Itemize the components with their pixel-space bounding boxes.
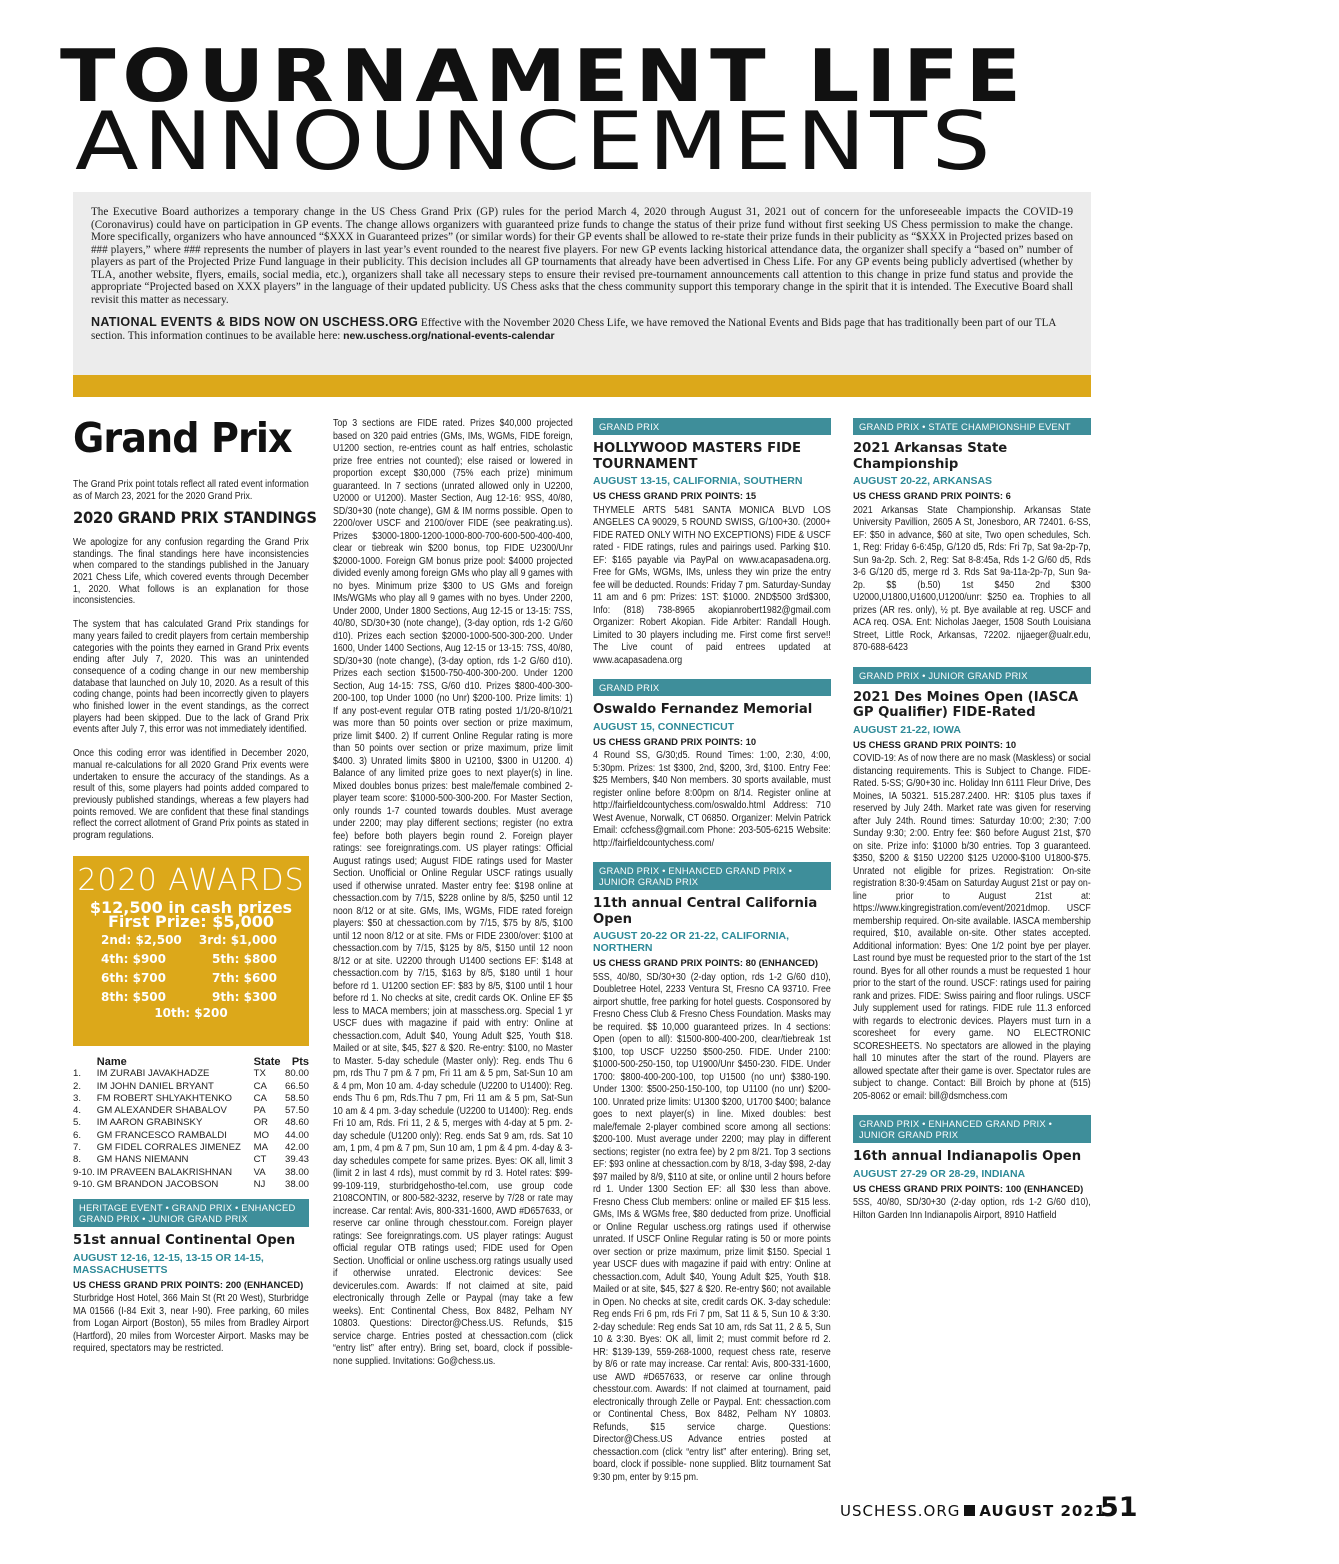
header-tournament-life: TOURNAMENT LIFE (60, 34, 1028, 118)
event-text-indianapolis: 5SS, 40/80, SD/30+30 (2-day option, rds 1-2 G/60 d10), Hilton Garden Inn Indianapolis Airport, 8910 Hatfield (853, 1197, 1091, 1221)
standing-points: 57.50 (284, 1105, 309, 1117)
standing-name: IM ZURABI JAVAKHADZE (96, 1068, 210, 1080)
event-title-central-california: 11th annual Central California Open (593, 896, 818, 927)
standings-header-name: Name (96, 1055, 127, 1068)
event-date-arkansas: AUGUST 20-22, ARKANSAS (853, 475, 993, 487)
award-place: 3rd: $1,000 (198, 932, 277, 947)
standing-points: 38.00 (284, 1166, 309, 1178)
standing-rank: 2. (73, 1080, 82, 1092)
table-row (73, 1117, 309, 1129)
standing-state: MA (253, 1142, 268, 1154)
standing-name: GM BRANDON JACOBSON (96, 1178, 219, 1190)
event-text-des-moines: COVID-19: As of now there are no mask (Maskless) or social distancing requirements. This is Subject to Change. FIDE-Rated. 5-SS; G/90+30 inc. Holiday Inn 6111 Fleur Drive, Des Moines, IA 50321. 515.287.2400. HR: $105 plus taxes if reserved by July 24th. Market rate was given for reserving after July 24th. Round times: Saturday 10:00; 2:30; 7:00 Sunday 9:30; 2:00. Entry fee: $60 before August 21st, $70 on site. Prize info: $1000 b/30 entries. Top 3 guaranteed. $350, $200 & $150 U2200 $125 U2000-$100 U1800-$75. Unrated not eligible for prizes. Registration: On-site registration 8:30-9:45am on Saturday August 21st or pay on-line prior to August 21st at: https://www.kingregistration.com/event/2021dmop. USCF membership required. On-site available. IASCA membership required, $10, available on-site. Other states accepted. Additional information: Byes: One 1/2 point bye per player. Last round bye must be requested prior to the start of the 1st round. Byes for all other rounds a must be requested 1 hour prior to the start of the round. USCF: ratings used for pairing rank and prizes. FIDE: Swiss pairing and floor rulings. USCF July supplement used for ratings. FIDE rule 11.3 enforced with regards to electronic devices. Players must turn in a scoresheet for every game. NO ELECTRONIC SCORESHEETS. No spectators are allowed in the playing hall 10 minutes after the start of the round. Players are allowed spectate after their game is over. Spectator rules are subject to change. Contact: Bill Broich by phone at (515) 205-8062 or email: bill@dsmchess.com (853, 753, 1091, 1102)
grand-prix-title: Grand Prix (73, 414, 292, 462)
award-place: 7th: $600 (211, 970, 277, 985)
standing-rank: 5. (73, 1117, 82, 1129)
awards-cash: $12,500 in cash prizes (89, 897, 293, 917)
event-title-continental: 51st annual Continental Open (73, 1233, 296, 1249)
table-row (73, 1154, 309, 1166)
event-tag-des-moines: GRAND PRIX • JUNIOR GRAND PRIX (853, 667, 1091, 684)
column-continental-details (333, 418, 573, 1468)
standing-name: FM ROBERT SHLYAKHTENKO (96, 1092, 233, 1104)
standing-name: IM JOHN DANIEL BRYANT (96, 1080, 214, 1092)
standing-points: 42.00 (284, 1142, 309, 1154)
award-place: 6th: $700 (101, 970, 167, 985)
standing-rank: 9-10. (73, 1178, 95, 1190)
standings-paragraph-3: Once this coding error was identified in December 2020, manual re-calculations for all 2020 Grand Prix events were undertaken to ensure the accuracy of the standings. As a result of this, some players had points added compared to previously published standings, whereas a few players had points removed. We are confident that these final standings reflect the correct allotment of Grand Prix points as stated in program regulations. (73, 748, 309, 842)
national-events-link[interactable]: new.uschess.org/national-events-calendar (343, 329, 555, 342)
table-row (73, 1179, 309, 1191)
grand-prix-intro: The Grand Prix point totals reflect all rated event information as of March 23, 2021 for the 2020 Grand Prix. (73, 479, 309, 502)
event-points-hollywood: US CHESS GRAND PRIX POINTS: 15 (593, 490, 757, 501)
table-row (73, 1068, 309, 1080)
event-date-continental: AUGUST 12-16, 12-15, 13-15 OR 14-15, MASSACHUSETTS (73, 1251, 264, 1276)
table-row (73, 1093, 309, 1105)
standing-state: MO (253, 1129, 270, 1141)
standings-table (73, 1056, 309, 1191)
event-title-des-moines: 2021 Des Moines Open (IASCA GP Qualifier) FIDE-Rated (853, 689, 1079, 720)
event-date-central-california: AUGUST 20-22 OR 21-22, CALIFORNIA, NORTHERN (593, 930, 790, 954)
awards-tenth: 10th: $200 (154, 1005, 228, 1020)
standing-points: 66.50 (284, 1080, 309, 1092)
event-date-indianapolis: AUGUST 27-29 OR 28-29, INDIANA (853, 1167, 1026, 1180)
column-events-3 (853, 418, 1091, 1468)
award-place: 5th: $800 (211, 951, 277, 966)
standing-rank: 1. (73, 1068, 82, 1080)
standing-points: 58.50 (284, 1092, 309, 1104)
standing-state: TX (253, 1068, 266, 1080)
column-events-2 (593, 418, 831, 1483)
standing-name: IM AARON GRABINSKY (96, 1117, 203, 1129)
standing-state: NJ (253, 1178, 266, 1190)
standing-rank: 6. (73, 1129, 82, 1141)
standing-rank: 7. (73, 1142, 82, 1154)
event-points-arkansas: US CHESS GRAND PRIX POINTS: 6 (853, 490, 1011, 501)
award-place: 8th: $500 (101, 989, 167, 1004)
event-points-central-california: US CHESS GRAND PRIX POINTS: 80 (ENHANCED) (593, 957, 819, 968)
event-points-continental: US CHESS GRAND PRIX POINTS: 200 (ENHANCED) (73, 1278, 304, 1290)
event-text-arkansas: 2021 Arkansas State Championship. Arkansas State University Pavillion, 2605 A St, Jonesboro, AR 72401. 6-SS, EF: $50 in advance, $60 at site, Two open schedules, Sch. 1, Reg: Friday 6-6:45p, G/120 d5, Rds: Fri 7p, Sat 9a-2p-7p, Sun 9a-2p. Sch. 2, Reg: Sat 8-8:45a, Rds 1-2 G/60 d5, Rds 3-6 G/120 d5, merge rd 3. Rds Sat 9a-11a-2p-7p, Sun 9a-2p. $$ (b.50) 1st $450 2nd $300 U2000,U1800,U1600,U1200/unr: $250 ea. Trophies to all prizes (AR res. only), ½ pt. Bye available at reg. USCF and ACA req. OSA. Ent: Nicholas Jaeger, 1508 South Louisiana Street, Little Rock, Arkansas, 72202. njjaeger@ualr.edu, 870-688-6423 (853, 504, 1091, 653)
awards-box (73, 856, 309, 1046)
event-text-central-california: 5SS, 40/80, SD/30+30 (2-day option, rds 1-2 G/60 d10), Doubletree Hotel, 2233 Ventura St, Fresno CA 93710. Free airport shuttle, free parking for hotel guests. Cosponsored by Fresno Chess Club & Fresno Chess Foundation. Masks may be required. $$ 10,000 guaranteed prizes. In 4 sections: Open (open to all): $1500-800-400-200, clear/tiebreak 1st $100, top USCF U2250 $500-250. FIDE. Under 2100: $1000-500-250-150, top U1900/Unr $450-230. FIDE. Under 1700: $800-400-200-100, top U1500 (no unr) $380-190. Under 1300: $500-250-150-100, top U1100 (no unr) $200-100. Unrated prize limits: U1300 $200, U1700 $400; balance goes to next player(s) in line. Mixed doubles: best male/female 2-player combined score among all sections: $200-100. Must average under 2200; may play in different sections; register (no extra fee) by 2 pm 8/21. Top 3 sections EF: $93 online at chessaction.com by 8/18, 3-day $98, 2-day $97 mailed by 8/9, $110 at site, or online until 2 hours before rd 1. Under 1300 Section EF: all $30 less than above. Fresno Chess Club members: online or mailed EF $15 less. GMs, IMs & WGMs free, $80 deducted from prize. Unofficial or Online Regular uschess.org ratings used if otherwise unrated. If USCF Online Regular rating is 50 or more points over section or prize maximum, prize limit $150. Special 1 year USCF dues with magazine if paid with entry: Online at chessaction.com, Adult $40, Young Adult $25, Youth $18. Mailed or at site, $45, $27 & $20. Re-entry $60; not available in Open. No checks at site, credit cards OK. 3-day schedule: Reg ends Fri 6 pm, rds Fri 7 pm, Sat 11 & 5, Sun 10 & 3:30. 2-day schedule: Reg ends Sat 10 am, rds Sat 11, 2 & 5, Sun 10 & 3:30. Byes: OK all, limit 2; must commit before rd 2. HR: $139-139, 559-268-1000, request chess rate, reserve by 8/6 or rate may increase. Car rental: Avis, 800-331-1600, use AWD #D657633, or reserve car online through chesstour.com. Awards: If not claimed at tournament, paid electronically through Zelle or Paypal. Ent: chessaction.com or Continental Chess, Box 8482, Pelham NY 10803. Refunds, $15 service charge. Questions: Director@Chess.US Advance entries posted at chessaction.com (click “entry list” after entering). Bring set, board, clock if possible- none supplied. Blitz tournament Sat 9:30 pm, enter by 9:15 pm. (593, 971, 831, 1483)
award-place: 2nd: $2,500 (101, 932, 182, 947)
standings-paragraph-1: We apologize for any confusion regarding the Grand Prix standings. The final standings here have inconsistencies when compared to the standings published in the January 2021 Chess Life, which covered events through December 1, 2020. What follows is an explanation for those inconsistencies. (73, 536, 309, 607)
award-place: 9th: $300 (211, 989, 277, 1004)
standing-name: IM PRAVEEN BALAKRISHNAN (96, 1166, 233, 1178)
event-date-oswaldo: AUGUST 15, CONNECTICUT (593, 720, 735, 733)
column-grand-prix (73, 414, 317, 1504)
standing-name: GM ALEXANDER SHABALOV (96, 1105, 227, 1117)
footer-site[interactable]: USCHESS.ORG (840, 1502, 961, 1520)
standing-state: CA (253, 1080, 267, 1092)
table-row (73, 1142, 309, 1154)
national-events-body: Effective with the November 2020 Chess Life, we have removed the National Events and Bids page that has traditionally been part of our TLA section. This information continues to be available here: (91, 317, 1056, 342)
standing-rank: 4. (73, 1105, 82, 1117)
gold-divider-bar (73, 375, 1091, 397)
page-footer (840, 1502, 1106, 1520)
header-announcements: ANNOUNCEMENTS (75, 95, 996, 188)
standing-name: GM FIDEL CORRALES JIMENEZ (96, 1142, 241, 1154)
event-text-oswaldo: 4 Round SS, G/30;d5. Round Times: 1:00, 2:30, 4:00, 5:30pm. Prizes: 1st $300, 2nd, $200, 3rd, $100. Entry Fee: $25 Members, $40 Non members. 30 sports available, must register online before 8:00pm on 8/14. Register online at http://fairfieldcountychess.com/oswaldo.html Address: 710 West Avenue, Norwalk, CT 06850. Organizer: Melvin Patrick Email: ccfchess@gmail.com Phone: 203-505-6215 Website: http://fairfieldcountychess.com/ (593, 750, 831, 849)
standings-heading: 2020 GRAND PRIX STANDINGS (73, 508, 317, 528)
standing-state: OR (253, 1117, 268, 1129)
table-row (73, 1167, 309, 1179)
standings-header-state: State (253, 1055, 281, 1068)
event-tag-hollywood: GRAND PRIX (593, 418, 831, 435)
event-date-hollywood: AUGUST 13-15, CALIFORNIA, SOUTHERN (593, 475, 803, 487)
event-title-hollywood: HOLLYWOOD MASTERS FIDE TOURNAMENT (593, 441, 801, 472)
executive-board-notice (73, 192, 1091, 375)
standings-paragraph-2: The system that has calculated Grand Prix standings for many years failed to credit players from certain membership categories with the points they earned in Grand Prix events ending after July 7, 2020. This was an unintended consequence of a coding change in our new membership database that launched on July 10, 2020. As a result of this coding change, points had been incorrectly given to players who finished lower in the event standings, as the correct players had been skipped. Due to the lack of Grand Prix events after July 7, this error was not immediately identified. (73, 619, 309, 736)
table-row (73, 1130, 309, 1142)
standing-rank: 8. (73, 1154, 82, 1166)
event-text-continental-cont: Top 3 sections are FIDE rated. Prizes $40,000 projected based on 320 paid entries (GMs, IMs, WGMs, FIDE foreign, U1200 section, re-entries count as half entries, scholastic prize free entries not counted); else raised or lowered in proportion except $30,000 (75% each prize) minimum guaranteed. In 7 sections (unrated allowed only in U2200, U2000 or U1200). Master Section, Aug 12-16: 9SS, 40/80, SD/30+30 (note change), GM & IM norms possible. Open to 2200/over USCF and 2100/over FIDE (see peakrating.us). Prizes $3000-1800-1200-1000-800-700-600-500-400-400, clear or tiebreak win $200 bonus, top FIDE U2300/Unr $2000-1000. Foreign GM bonus prize pool: $4000 projected divided evenly among foreign GMs who play all 9 games with no byes. Minimum prize $300 to US GMs and foreign IMs/WGMs who play all 9 games with no byes. Under 2200, Under 2000, Under 1800 Sections, Aug 12-15 or 13-15: 7SS, 40/80, SD/30+30 (note change), (3-day option, rds 1-2 G/60 d10). Prizes each section $2000-1000-500-300-200. Under 1600, Under 1400 Sections, Aug 12-15 or 13-15: 7SS, 40/80, SD/30+30 (note change), (3-day option, rds 1-2 G/60 d10). Prizes each section $1500-750-400-300-200. Under 1200 Section, Aug 14-15: 7SS, G/60 d10. Prizes $800-400-300-200-100, top Under 1000 (no Unr) $200-100. Prize limits: 1) If any post-event regular OTB rating posted 1/1/20-8/10/21 was more than 50 points over section or prize maximum, prize limit $400. 2) If current Online Regular rating is more than 50 points over section or prize maximum, prize limit $400. 3) Unrated limits $800 in U2100, $300 in U1200. 4) Balance of any limited prize goes to next player(s) in line. Mixed doubles bonus prizes: best male/female combined 2-player team score: $1000-500-300-200. For Master Section, only rounds 1-7 counted towards doubles. Must average under 2200; may play different sections; register (no extra fee) before both players begin round 2. Foreign player ratings: see foreignratings.com. US player ratings: Official August ratings used; August FIDE ratings used for Master Section. Unofficial or Online Regular USCF ratings usually used if otherwise unrated. Master entry fee: $198 online at chessaction.com by 7/15, $228 online by 8/5, $250 until 12 noon 8/12 or at site. GMs, IMs, WGMs, FIDE rated foreign players: $50 at chessaction.com by 7/15, $75 by 8/5, $100 until 12 noon 8/12 or at site. FMs or FIDE 2300/over: $100 at chessaction.com by 7/15, $125 by 8/5, $150 until 12 noon 8/12 or at site. U2200 through U1400 sections EF: $148 at chessaction.com by 7/15, $163 by 8/5, $180 until 1 hour before rd 1. U1200 section EF: $83 by 8/5, $100 until 1 hour before rd 1. No checks at site, credit cards OK. Online EF $5 less to MACA members; join at masschess.org. Special 1 yr USCF dues with magazine if paid with entry: Online at chessaction.com, Adult $40, Young Adult $25, Youth $18. Mailed or at site, $45, $27 & $20. Re-entry: $100, no Master to Master. 5-day schedule (Master only): Reg. ends Thu 6 pm, rds Thu 7 pm & 7 pm, Fri 11 am & 5 pm, Sat-Sun 10 am & 4 pm, Mon 10 am. 4-day schedule (U2200 to U1400): Reg. ends Thu 6 pm, Rds.Thu 7 pm, Fri 11 am & 5 pm, Sat-Sun 10 am & 4 pm. 3-day schedule (U2200 to U1400): Reg. ends Fri 10 am, Rds. Fri 11, 2 & 5, merges with 4-day at 5 pm. 2-day schedule (U1200 only): Reg. ends Sat 9 am, rds. Sat 10 am, 1 pm, 4 pm & 7 pm, Sun 10 am, 1 pm & 4 pm. 4-day & 3-day schedules compete for same prizes. Byes: OK all, limit 3 (limit 2 in last 4 rds), must commit by rd 3. Hotel rates: $99-99-109-119, sturbridgehostho-tel.com, use group code 2108CONTIN, or 800-582-3232, reserve by 7/28 or rate may increase. Car rental: Avis, 800-331-1600, AWD #D657633, or reserve car online through chesstour.com. Foreign player ratings: See foreignratings.com. US player ratings: August official regular OTB ratings used; FIDE used for Open Section. Unofficial or online uschess.org ratings usually used if otherwise unrated. Electronic devices: See devicerules.com. Awards: If not claimed at site, paid electronically through Zelle or Paypal (may take a few weeks). Ent: Continental Chess, Box 8482, Pelham NY 10803. Questions: Director@Chess.US. Refunds, $15 service charge. Entries posted at chessaction.com (click “entry list” after entry). Bring set, board, clock if possible- none supplied. Invitations: Go@chess.us. (333, 418, 573, 1367)
event-title-oswaldo: Oswaldo Fernandez Memorial (593, 702, 813, 717)
standing-rank: 3. (73, 1092, 82, 1104)
standing-state: CT (253, 1154, 267, 1166)
event-title-indianapolis: 16th annual Indianapolis Open (853, 1149, 1082, 1164)
standing-points: 38.00 (284, 1178, 309, 1190)
standing-state: CA (253, 1092, 267, 1104)
event-text-hollywood: THYMELE ARTS 5481 SANTA MONICA BLVD LOS ANGELES CA 90029, 5 ROUND SWISS, G/100+30. (2000+ FIDE RATED ONLY WITH NO EXCEPTIONS) FIDE & USCF rated - FIDE ratings, rules and pairings used. Parking $10. EF: $165 payable via PayPal on www.acapasadena.org. Free for GMs, WGMs, IMs, unless they win prize the entry fee will be deducted. Rounds: Friday 7 pm. Saturday-Sunday 11 am and 6 pm: Prizes: 1ST: $1000. 2ND$500 3rd$300, Info: (818) 738-8965 akopianrobert1982@gmail.com Organizer: Robert Akopian. Fide Arbiter: Randall Hough. Limited to 30 players including me. First come first serve!! The Live count of paid entrees updated at www.acapasadena.org (593, 504, 831, 666)
footer-issue: AUGUST 2021 (979, 1502, 1107, 1520)
event-title-arkansas: 2021 Arkansas State Championship (853, 441, 1008, 472)
standing-state: PA (253, 1105, 266, 1117)
page-number: 51 (1100, 1492, 1138, 1523)
standing-points: 48.60 (284, 1117, 309, 1129)
standing-rank: 9-10. (73, 1166, 95, 1178)
standing-name: GM FRANCESCO RAMBALDI (96, 1129, 227, 1141)
table-row (73, 1105, 309, 1117)
event-tag-indianapolis: GRAND PRIX • ENHANCED GRAND PRIX • JUNIOR GRAND PRIX (853, 1115, 1091, 1143)
standing-points: 39.43 (284, 1154, 309, 1166)
event-tag-oswaldo: GRAND PRIX (593, 679, 831, 696)
notice-body: The Executive Board authorizes a temporary change in the US Chess Grand Prix (GP) rules for the period March 4, 2020 through August 31, 2021 out of concern for the unforeseeable impacts the COVID-19 (Coronavirus) could have on participation in GP events. The change allows organizers with guaranteed prize funds to change the status of their prize fund without first seeking US Chess permission to make the change. More specifically, organizers who have announced “$XXX in Guaranteed prizes” (or similar words) for their GP events shall be allowed to re-state their prize funds in their publicity as “$XXX in Projected prizes based on ### players,” where ### represents the number of players in last year’s event rounded to the nearest five players. For new GP events lacking historical attendance data, the organizer shall specify a “based on” number of players as part of the Projected Prize Fund language in their publicity. This decision includes all GP tournaments that already have been advertised in Chess Life. For any GP events being publicly advertised (whether by TLA, another website, flyers, emails, social media, etc.), organizers shall take all necessary steps to ensure their revised pre-tournament announcements call attention to this change in prize fund status and provide the appropriate “Projected based on XXX players” in the language of their updated publicity. US Chess asks that the chess community support this temporary change in the spirit that it is intended. The Executive Board shall revisit this matter as necessary. (91, 206, 1073, 306)
square-bullet-icon (964, 1505, 975, 1516)
standing-points: 44.00 (284, 1129, 309, 1141)
event-tag-arkansas: GRAND PRIX • STATE CHAMPIONSHIP EVENT (853, 418, 1091, 435)
event-points-indianapolis: US CHESS GRAND PRIX POINTS: 100 (ENHANCED) (853, 1182, 1084, 1194)
standing-name: GM HANS NIEMANN (96, 1154, 189, 1166)
table-row (73, 1081, 309, 1093)
award-place: 4th: $900 (101, 951, 167, 966)
event-points-oswaldo: US CHESS GRAND PRIX POINTS: 10 (593, 735, 757, 747)
event-points-des-moines: US CHESS GRAND PRIX POINTS: 10 (853, 738, 1017, 750)
standings-header-pts: Pts (291, 1055, 309, 1068)
awards-first-prize: First Prize: $5,000 (107, 912, 275, 932)
event-date-des-moines: AUGUST 21-22, IOWA (853, 723, 961, 736)
national-events-heading: NATIONAL EVENTS & BIDS NOW ON USCHESS.ORG (91, 315, 419, 330)
event-tag-continental: HERITAGE EVENT • GRAND PRIX • ENHANCED GRAND PRIX • JUNIOR GRAND PRIX (73, 1199, 309, 1227)
standing-points: 80.00 (284, 1068, 309, 1080)
national-events-notice (91, 316, 1073, 342)
awards-title: 2020 AWARDS (77, 862, 305, 898)
event-text-continental: Sturbridge Host Hotel, 366 Main St (Rt 20 West), Sturbridge MA 01566 (I-84 Exit 3, near I-90). Free parking, 60 miles from Logan Airport (Boston), 55 miles from Bradley Airport (Hartford), 20 miles from Worcester Airport. Masks may be required, spectators may be restricted. (73, 1293, 309, 1355)
event-tag-central-california: GRAND PRIX • ENHANCED GRAND PRIX • JUNIOR GRAND PRIX (593, 862, 831, 890)
awards-places (73, 931, 309, 1007)
standing-state: VA (253, 1166, 266, 1178)
